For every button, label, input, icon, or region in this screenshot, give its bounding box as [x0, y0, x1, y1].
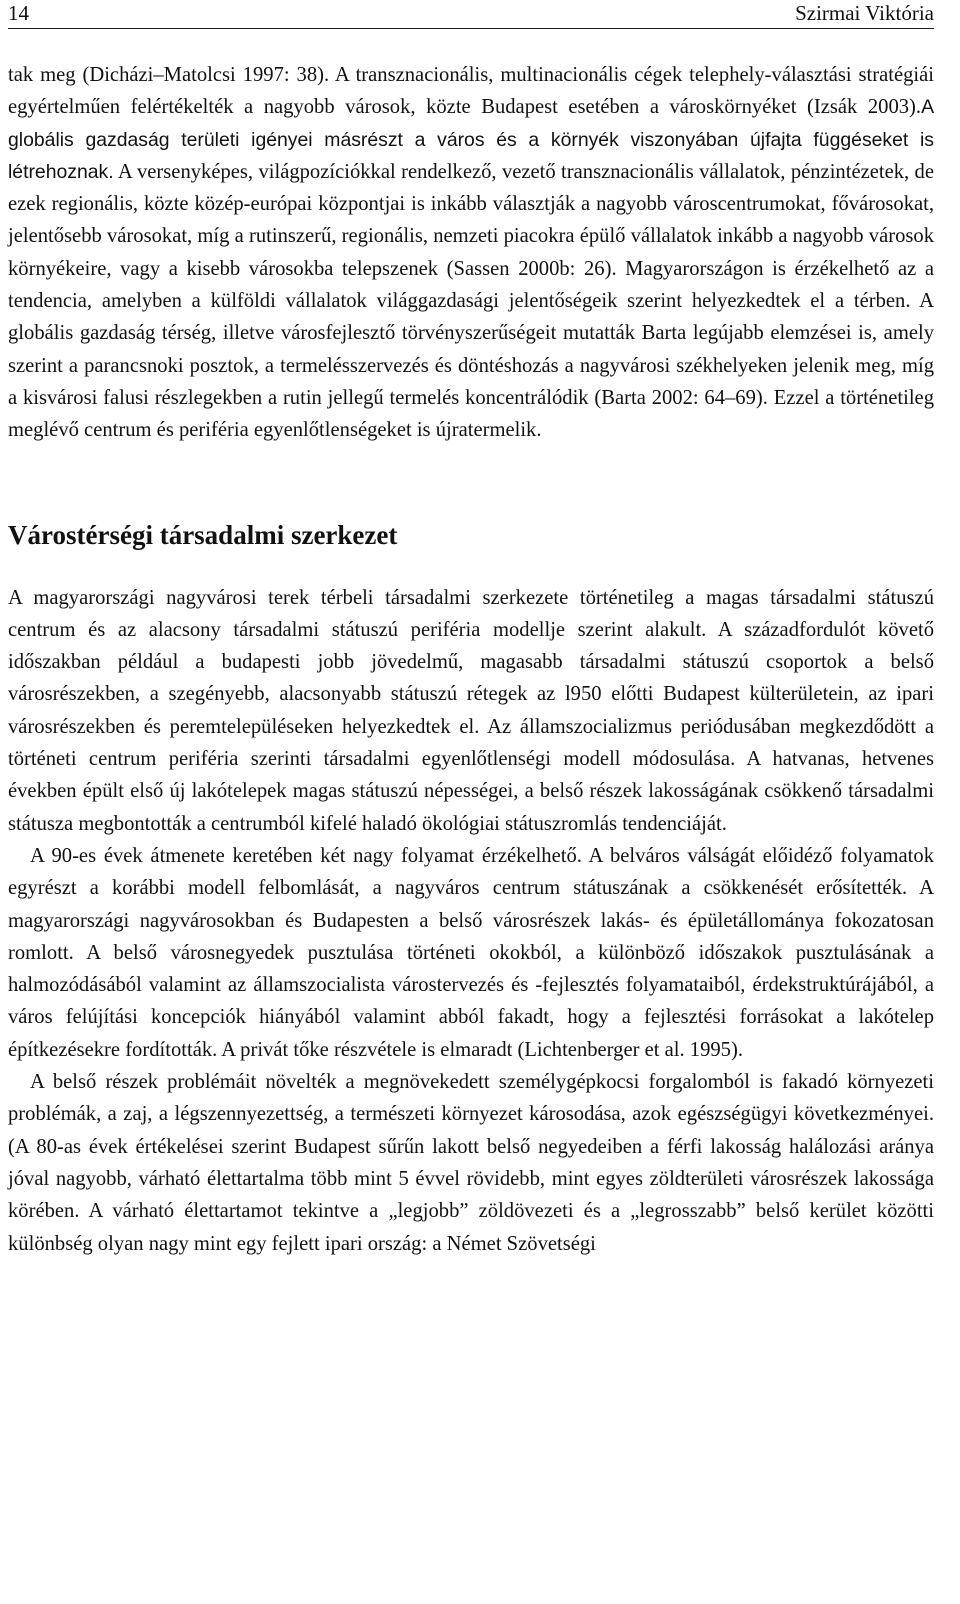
paragraph-1-part-b: A globális gazdaság területi igényei másrészt a város és a környék viszonyában újfajta függéseket is létrehoznak.: [8, 96, 934, 183]
author-name: Szirmai Viktória: [795, 1, 934, 25]
document-page: [8, 0, 934, 1260]
paragraph-1-part-a: tak meg (Dicházi–Matolcsi 1997: 38). A transznacionális, multinacionális cégek telephely-választási stratégiái egyértelműen felértékelték a nagyobb városok, közte Budapest esetében a városkörnyéket (Izsák 2003).: [8, 64, 934, 119]
paragraph-3: A 90-es évek átmenete keretében két nagy folyamat érzékelhető. A belváros válságát előidéző folyamatok egyrészt a korábbi modell felbomlását, a nagyváros centrum státuszának a csökkenését erősítették. A magyarországi nagyvárosokban és Budapesten a belső városrészek lakás- és épületállománya fokozatosan romlott. A belső városnegyedek pusztulása történeti okokból, a különböző időszakok pusztulásának a halmozódásából valamint az államszocialista várostervezés és -fejlesztés folyamataiból, érdekstruktúrájából, a város felújítási koncepciók hiányából valamint abból fakadt, hogy a fejlesztési forrásokat a lakótelep építkezésekre fordították. A privát tőke részvétele is elmaradt (Lichtenberger et al. 1995).: [8, 844, 934, 1061]
paragraph-1: [8, 59, 934, 447]
running-header: [8, 0, 934, 29]
page-number: 14: [8, 1, 29, 25]
paragraph-1-part-c: A versenyképes, világpozíciókkal rendelkező, vezető transznacionális vállalatok, pénzintézetek, de ezek regionális, közte közép-európai központjai is inkább választják a nagyobb városcentrumokat, fővárosokat, jelentősebb városokat, míg a rutinszerű, regionális, nemzeti piacokra épülő vállalatok inkább a nagyobb városok környékeire, vagy a kisebb városokba telepszenek (Sassen 2000b: 26). Magyarországon is érzékelhető az a tendencia, amelyben a külföldi vállalatok világgazdasági jelentőségeik szerint helyezkedtek el a térben. A globális gazdaság térség, illetve városfejlesztő törvényszerűségeit mutatták Barta legújabb elemzései is, amely szerint a parancsnoki posztok, a termelésszervezés és döntéshozás a nagyvárosi székhelyeken jelenik meg, míg a kisvárosi falusi részlegekben a rutin jellegű termelés koncentrálódik (Barta 2002: 64–69). Ezzel a történetileg meglévő centrum és periféria egyenlőtlenségeket is újratermelik.: [8, 160, 934, 442]
paragraph-2: A magyarországi nagyvárosi terek térbeli társadalmi szerkezete történetileg a magas társadalmi státuszú centrum és az alacsony társadalmi státuszú periféria modellje szerint alakult. A századfordulót követő időszakban például a budapesti jobb jövedelmű, magasabb társadalmi státuszú csoportok a belső városrészekben, a szegényebb, alacsonyabb státuszú rétegek az l950 előtti Budapest külterületein, az ipari városrészekben és peremtelepüléseken helyezkedtek el. Az államszocializmus periódusában megkezdődött a történeti centrum periféria szerinti társadalmi egyenlőtlenségi modell módosulása. A hatvanas, hetvenes években épült első új lakótelepek magas státuszú népességei, a belső részek lakosságának csökkenő társadalmi státusza megbontották a centrumból kifelé haladó ökológiai státuszromlás tendenciáját.: [8, 586, 934, 835]
section-heading: Várostérségi társadalmi szerkezet: [8, 519, 398, 550]
paragraph-4: A belső részek problémáit növelték a megnövekedett személygépkocsi forgalomból is fakadó környezeti problémák, a zaj, a légszennyezettség, a természeti környezet károsodása, azok egészségügyi következményei. (A 80-as évek értékelései szerint Budapest sűrűn lakott belső negyedeiben a férfi lakosság halálozási aránya jóval nagyobb, várható élettartalma több mint 5 évvel rövidebb, mint egyes zöldterületi városrészek lakossága körében. A várható élettartamot tekintve a „legjobb” zöldövezeti és a „legrosszabb” belső kerület közötti különbség olyan nagy mint egy fejlett ipari ország: a Német Szövetségi: [8, 1071, 934, 1255]
